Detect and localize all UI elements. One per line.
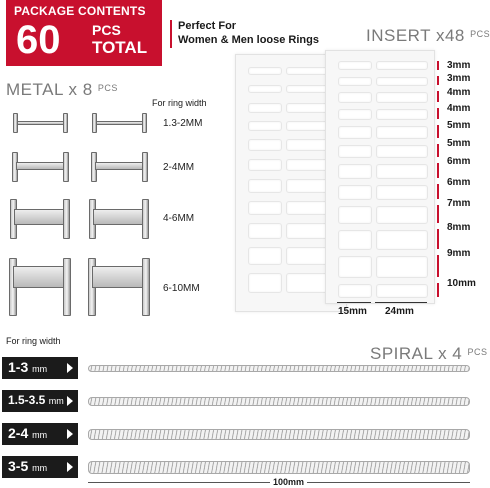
spiral-size-value: 2-4 mm (8, 425, 48, 441)
insert-size-marker (437, 255, 439, 277)
metal-size-label: 2-4MM (163, 162, 195, 173)
spiral-size-label (2, 456, 78, 478)
spiral-section-title (370, 344, 488, 364)
insert-size-label: 3mm (447, 73, 471, 84)
metal-size-label: 4-6MM (163, 213, 195, 224)
insert-size-marker (437, 76, 439, 85)
package-contents-badge (6, 0, 162, 66)
metal-guard-2-right (91, 152, 148, 182)
insert-size-marker (437, 144, 439, 157)
play-arrow-icon (67, 462, 73, 472)
insert-title-text: INSERT x48 (366, 26, 465, 45)
insert-width-small-line (337, 302, 371, 303)
metal-title-unit: PCS (97, 83, 118, 93)
insert-size-label: 4mm (447, 87, 471, 98)
purpose-line-2: Women & Men loose Rings (178, 34, 319, 46)
total-count: 60 (16, 18, 61, 62)
metal-section-title (6, 80, 118, 100)
spiral-size-label (2, 390, 78, 412)
insert-size-marker (437, 184, 439, 199)
spiral-coil-3 (88, 429, 470, 440)
insert-size-label: 10mm (447, 278, 476, 289)
spiral-size-label (2, 357, 78, 379)
total-word: TOTAL (92, 38, 148, 57)
insert-size-label: 5mm (447, 120, 471, 131)
metal-guard-3-right (89, 199, 149, 239)
spiral-size-value: 1-3 mm (8, 359, 48, 375)
spiral-coil-4 (88, 461, 470, 474)
metal-guard-4-right (88, 258, 150, 316)
insert-size-marker (437, 108, 439, 119)
package-contents-caption: PACKAGE CONTENTS (14, 4, 146, 18)
insert-size-marker (437, 91, 439, 102)
metal-guard-2-left (12, 152, 69, 182)
insert-width-small: 15mm (338, 306, 367, 317)
insert-size-marker (437, 61, 439, 70)
insert-title-unit: PCS (470, 29, 490, 39)
insert-size-label: 8mm (447, 222, 471, 233)
metal-guard-1-right (92, 113, 147, 133)
metal-size-label: 6-10MM (163, 283, 200, 294)
spiral-coil-1 (88, 365, 470, 372)
spiral-width-hint: For ring width (6, 336, 61, 346)
insert-size-label: 4mm (447, 103, 471, 114)
insert-size-label: 3mm (447, 60, 471, 71)
spiral-length-label: 100mm (270, 477, 307, 487)
play-arrow-icon (67, 363, 73, 373)
play-arrow-icon (67, 429, 73, 439)
insert-size-marker (437, 229, 439, 249)
spiral-size-value: 3-5 mm (8, 458, 48, 474)
metal-guard-4-left (9, 258, 71, 316)
play-arrow-icon (67, 396, 73, 406)
spiral-title-unit: PCS (467, 347, 488, 357)
purpose-line-1: Perfect For (178, 20, 237, 32)
insert-size-label: 7mm (447, 198, 471, 209)
insert-size-label: 9mm (447, 248, 471, 259)
insert-width-large-line (375, 302, 427, 303)
spiral-title-text: SPIRAL x 4 (370, 344, 463, 363)
purpose-divider (170, 20, 172, 48)
insert-size-marker (437, 125, 439, 138)
spiral-coil-2 (88, 397, 470, 406)
insert-size-marker (437, 205, 439, 223)
metal-title-text: METAL x 8 (6, 80, 93, 99)
total-count-unit: PCS (92, 22, 121, 38)
insert-section-title (366, 26, 490, 46)
spiral-size-value: 1.5-3.5 mm (8, 393, 64, 407)
insert-width-large: 24mm (385, 306, 414, 317)
insert-sheet-front (325, 50, 435, 304)
insert-size-label: 6mm (447, 156, 471, 167)
spiral-size-label (2, 423, 78, 445)
metal-width-hint: For ring width (152, 98, 207, 108)
insert-size-marker (437, 163, 439, 178)
metal-guard-1-left (13, 113, 68, 133)
metal-size-label: 1.3-2MM (163, 118, 203, 129)
insert-size-marker (437, 283, 439, 297)
metal-guard-3-left (10, 199, 70, 239)
insert-size-label: 5mm (447, 138, 471, 149)
insert-size-label: 6mm (447, 177, 471, 188)
